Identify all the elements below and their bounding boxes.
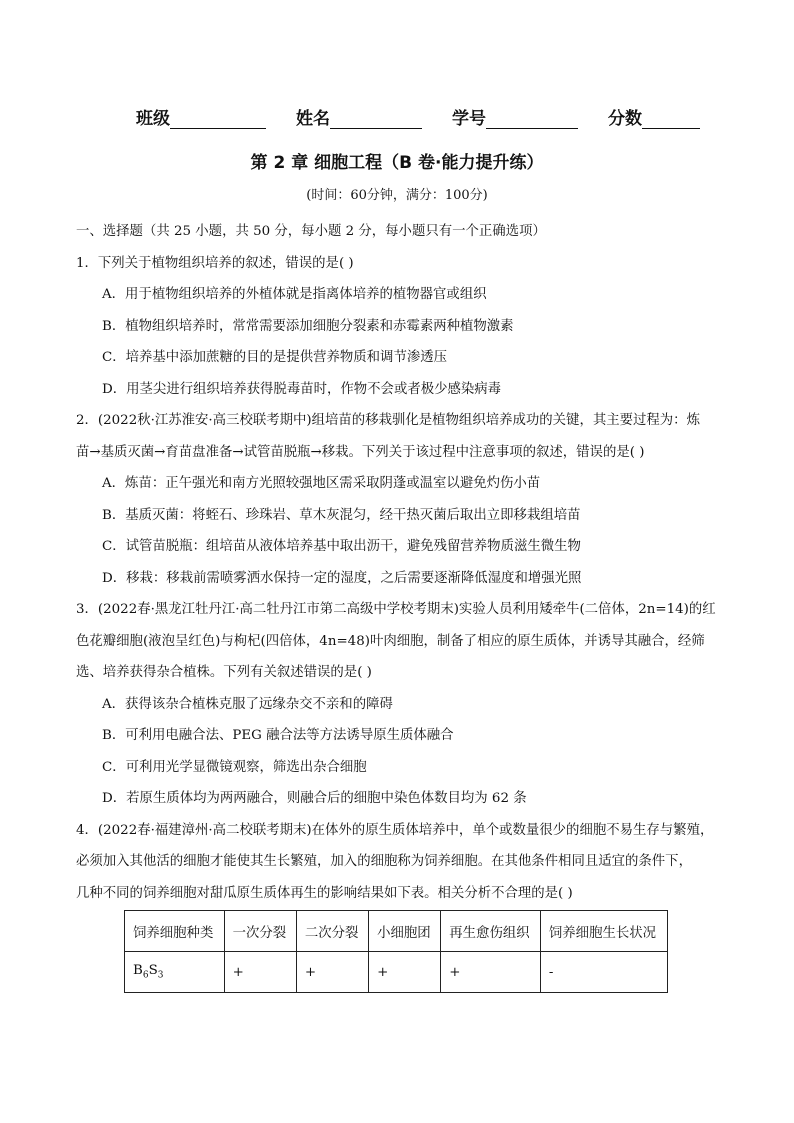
name-label: 姓名 [296, 109, 330, 129]
table-cell: - [540, 952, 667, 993]
table-header-cell: 饲养细胞种类 [125, 911, 225, 952]
question-4-stem-line-3: 几种不同的饲养细胞对甜瓜原生质体再生的影响结果如下表。相关分析不合理的是( ) [76, 885, 573, 901]
feeder-cell-type-s-sub: 3 [157, 970, 164, 981]
question-2-option-d: D．移栽：移栽前需喷雾洒水保持一定的湿度，之后需要逐渐降低湿度和增强光照 [102, 570, 582, 586]
table-row [125, 952, 668, 993]
student-id-blank[interactable] [486, 110, 578, 129]
feeder-cell-type-b-sub: 6 [142, 970, 149, 981]
score-label: 分数 [608, 109, 642, 129]
question-2-stem-line-1: 2．(2022秋·江苏淮安·高三校联考期中)组培苗的移栽驯化是植物组织培养成功的关键，其主要过程为：炼 [76, 413, 700, 428]
table-header-cell: 饲养细胞生长状况 [540, 911, 667, 952]
question-2-option-b: B．基质灭菌：将蛭石、珍珠岩、草木灰混匀，经干热灭菌后取出立即移栽组培苗 [102, 507, 581, 523]
class-label: 班级 [136, 109, 170, 129]
question-3-stem-line-3: 选、培养获得杂合植株。下列有关叙述错误的是( ) [76, 665, 372, 680]
question-1-option-d: D．用茎尖进行组织培养获得脱毒苗时，作物不会或者极少感染病毒 [102, 381, 502, 397]
question-3-option-b: B．可利用电融合法、PEG 融合法等方法诱导原生质体融合 [102, 728, 454, 743]
score-blank[interactable] [642, 110, 700, 129]
feeder-cell-type-b: B [133, 963, 143, 979]
question-4-stem-line-1: 4．(2022春·福建漳州·高二校联考期末)在体外的原生质体培养中，单个或数量很少的细胞不易生存与繁殖， [76, 822, 714, 838]
question-3-stem-line-1: 3．(2022春·黑龙江牡丹江·高二牡丹江市第二高级中学校考期末)实验人员利用矮牵牛(二倍体，2n=14)的红 [76, 602, 716, 617]
name-blank[interactable] [330, 110, 422, 129]
section-heading: 一、选择题（共 25 小题，共 50 分，每小题 2 分，每小题只有一个正确选项） [76, 224, 546, 239]
page-title: 第 2 章 细胞工程（B 卷·能力提升练） [250, 153, 544, 173]
student-id-label: 学号 [452, 109, 486, 129]
table-header-row [125, 911, 668, 952]
question-1-option-b: B．植物组织培养时，常常需要添加细胞分裂素和赤霉素两种植物激素 [102, 318, 514, 334]
question-2-option-a: A．炼苗：正午强光和南方光照较强地区需采取阴蓬或温室以避免灼伤小苗 [102, 476, 541, 491]
table-cell: + [296, 952, 368, 993]
question-4-stem-line-2: 必须加入其他活的细胞才能使其生长繁殖，加入的细胞称为饲养细胞。在其他条件相同且适宜的条件下， [76, 854, 692, 869]
table-header-cell: 一次分裂 [224, 911, 296, 952]
table-cell: + [369, 952, 441, 993]
question-1-option-a: A．用于植物组织培养的外植体就是指离体培养的植物器官或组织 [102, 287, 487, 302]
table-cell: + [224, 952, 296, 993]
feeder-cell-table [124, 910, 668, 993]
table-header-cell: 二次分裂 [296, 911, 368, 952]
exam-content [76, 216, 726, 909]
question-2-option-c: C．试管苗脱瓶：组培苗从液体培养基中取出沥干，避免残留营养物质滋生微生物 [102, 539, 581, 554]
question-1-option-c: C．培养基中添加蔗糖的目的是提供营养物质和调节渗透压 [102, 350, 448, 365]
feeder-cell-type [125, 952, 225, 993]
question-3-stem-line-2: 色花瓣细胞(液泡呈红色)与枸杞(四倍体，4n=48)叶肉细胞，制备了相应的原生质体，并诱导其融合，经筛 [76, 633, 705, 649]
question-1-stem: 1．下列关于植物组织培养的叙述，错误的是( ) [76, 255, 354, 271]
table-header-cell: 再生愈伤组织 [441, 911, 541, 952]
feeder-cell-type-s: S [148, 963, 158, 979]
question-3-option-d: D．若原生质体均为两两融合，则融合后的细胞中染色体数目均为 62 条 [102, 791, 527, 806]
table-header-cell: 小细胞团 [369, 911, 441, 952]
question-3-option-a: A．获得该杂合植株克服了远缘杂交不亲和的障碍 [102, 696, 393, 712]
table-cell: + [441, 952, 541, 993]
exam-time-info: (时间：60分钟，满分：100分) [306, 188, 488, 203]
class-blank[interactable] [170, 110, 266, 129]
question-2-stem-line-2: 苗→基质灭菌→育苗盘准备→试管苗脱瓶→移栽。下列关于该过程中注意事项的叙述，错误的是( ) [76, 444, 645, 460]
question-3-option-c: C．可利用光学显微镜观察，筛选出杂合细胞 [102, 759, 367, 775]
student-info-line [136, 104, 726, 129]
